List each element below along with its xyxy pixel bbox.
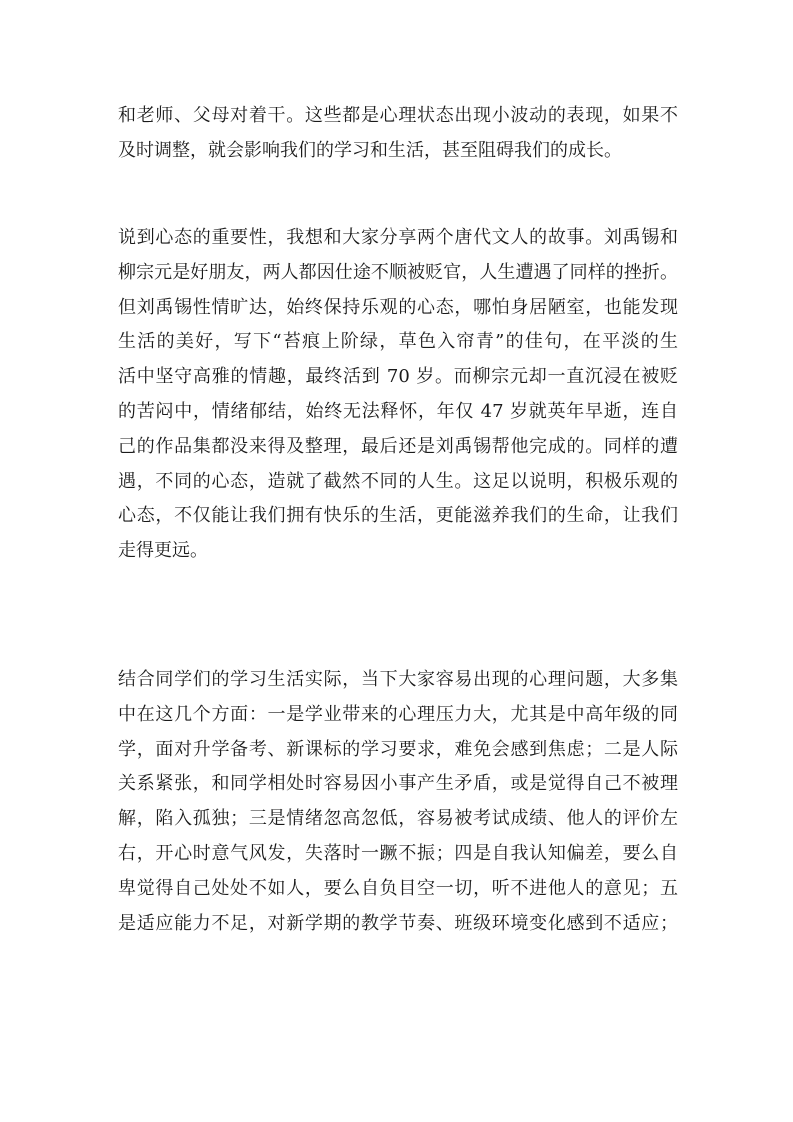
text-line: 是适应能力不足，对新学期的教学节奏、班级环境变化感到不适应； (118, 912, 678, 934)
text-line: 右，开心时意气风发，失落时一蹶不振；四是自我认知偏差，要么自 (118, 842, 678, 864)
text-line: 生活的美好，写下“苔痕上阶绿，草色入帘青”的佳句，在平淡的生 (118, 331, 678, 353)
text-line: 走得更远。 (118, 540, 208, 562)
paragraph-3 (118, 663, 678, 941)
text-line: 己的作品集都没来得及整理，最后还是刘禹锡帮他完成的。同样的遭 (118, 435, 678, 457)
text-line: 活中坚守高雅的情趣，最终活到 70 岁。而柳宗元却一直沉浸在被贬 (118, 366, 678, 388)
text-line: 遇，不同的心态，造就了截然不同的人生。这足以说明，积极乐观的 (118, 470, 678, 492)
text-line: 卑觉得自己处处不如人，要么自负目空一切，听不进他人的意见；五 (118, 877, 678, 899)
text-line: 说到心态的重要性，我想和大家分享两个唐代文人的故事。刘禹锡和 (118, 227, 678, 248)
text-line: 中在这几个方面：一是学业带来的心理压力大，尤其是中高年级的同 (118, 703, 678, 725)
text-line: 但刘禹锡性情旷达，始终保持乐观的心态，哪怕身居陋室，也能发现 (118, 296, 678, 318)
text-line: 解，陷入孤独；三是情绪忽高忽低，容易被考试成绩、他人的评价左 (118, 808, 678, 830)
text-line: 关系紧张，和同学相处时容易因小事产生矛盾，或是觉得自己不被理 (118, 773, 678, 795)
text-line: 和老师、父母对着干。这些都是心理状态出现小波动的表现，如果不 (118, 105, 678, 126)
paragraph-2 (118, 221, 678, 569)
text-line: 柳宗元是好朋友，两人都因仕途不顺被贬官，人生遭遇了同样的挫折。 (118, 261, 678, 283)
paragraph-1 (118, 99, 678, 169)
text-line: 结合同学们的学习生活实际，当下大家容易出现的心理问题，大多集 (118, 669, 678, 690)
text-line: 的苦闷中，情绪郁结，始终无法释怀，年仅 47 岁就英年早逝，连自 (118, 400, 678, 422)
text-line: 及时调整，就会影响我们的学习和生活，甚至阻碍我们的成长。 (118, 139, 622, 161)
text-line: 学，面对升学备考、新课标的学习要求，难免会感到焦虑；二是人际 (118, 738, 678, 760)
text-line: 心态，不仅能让我们拥有快乐的生活，更能滋养我们的生命，让我们 (118, 505, 678, 527)
